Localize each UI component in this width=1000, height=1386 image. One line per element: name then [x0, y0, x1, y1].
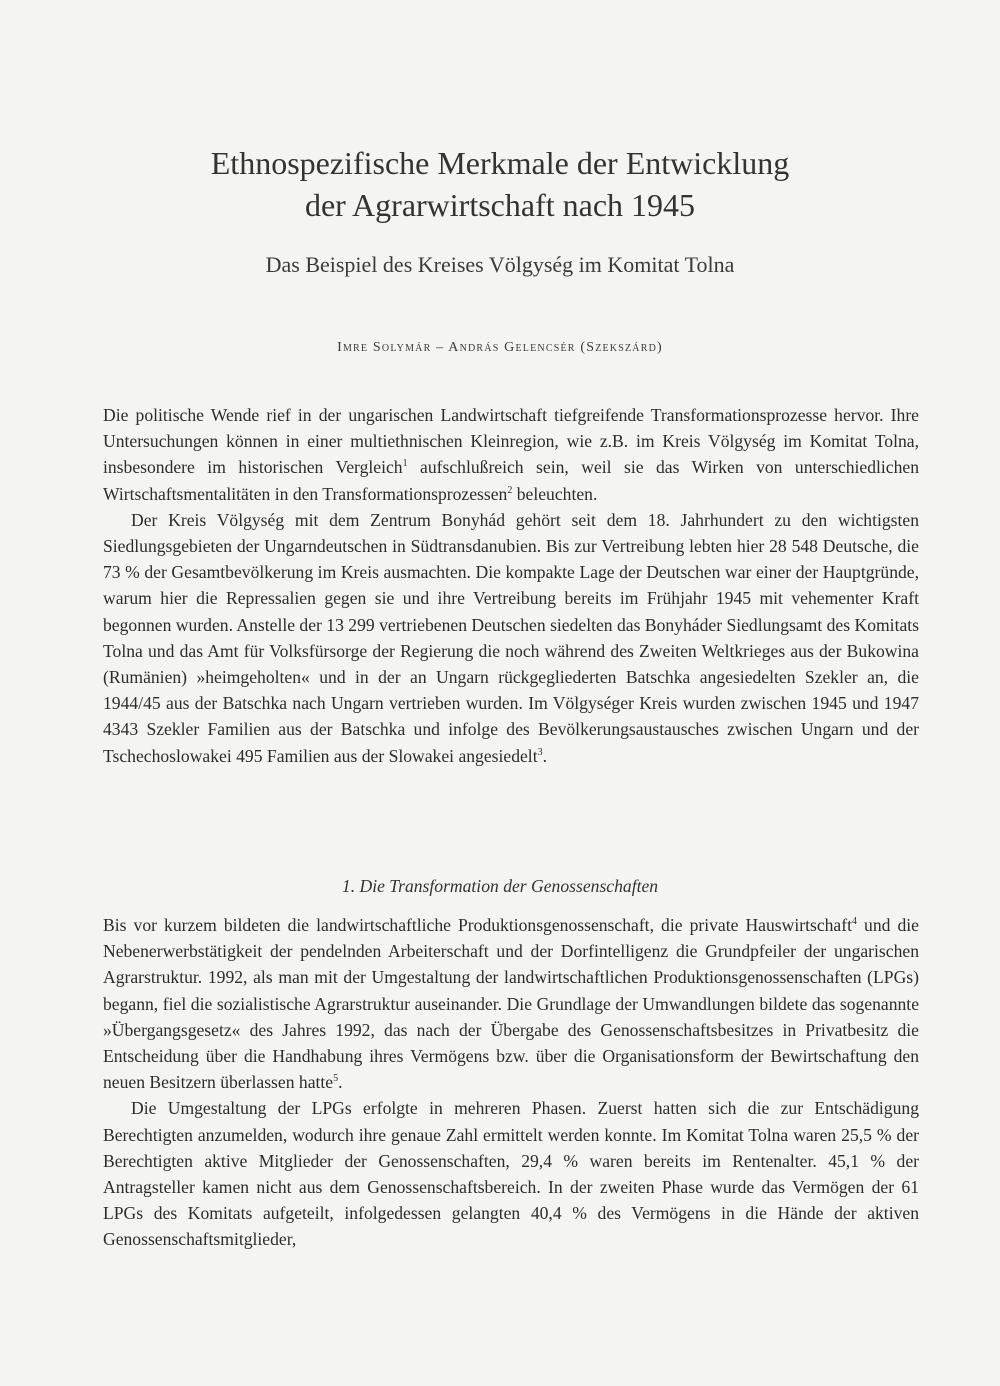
footnote-ref-2: 2 — [507, 484, 513, 496]
paragraph-3-text-c: . — [338, 1072, 343, 1093]
paragraph-1-text-a: Die politische Wende rief in der ungarischen Landwirtschaft tiefgreifende Transformationsprozesse hervor. Ihre Untersuchungen können in einer multiethnischen Kleinregion, wie z.B. im Kreis Völgység im Komitat Tolna, insbesondere im historischen Vergleich — [103, 405, 919, 478]
footnote-ref-3: 3 — [537, 746, 543, 758]
footnote-ref-1: 1 — [402, 458, 408, 470]
paragraph-4-text: Die Umgestaltung der LPGs erfolgte in mehreren Phasen. Zuerst hatten sich die zur Entschädigung Berechtigten anzumelden, wodurch ihre genaue Zahl ermittelt werden konnte. Im Komitat Tolna waren 25,5 % der Berechtigten aktive Mitglieder der Genossenschaften, 29,4 % waren bereits im Rentenalter. 45,1 % der Antragsteller kamen nicht aus dem Genossenschaftsbereich. In der zweiten Phase wurde das Vermögen der 61 LPGs des Komitats aufgeteilt, infolgedessen gelangten 40,4 % des Vermögens in die Hände der aktiven Genossenschaftsmitglieder, — [103, 1098, 919, 1250]
paragraph-3-text-b: und die Nebenerwerbstätigkeit der pendelnden Arbeiterschaft und der Dorfintelligenz die Grundpfeiler der ungarischen Agrarstruktur. 1992, als man mit der Umgestaltung der landwirtschaftlichen Produktionsgenossenschaften (LPGs) begann, fiel die sozialistische Agrarstruktur auseinander. Die Grundlage der Umwandlungen bildete das sogenannte »Übergangsgesetz« des Jahres 1992, das nach der Übergabe des Genossenschaftsbesitzes in Privatbesitz die Entscheidung über die Handhabung ihres Vermögens bzw. über die Organisationsform der Bewirtschaftung den neuen Besitzern überlassen hatte — [103, 915, 919, 1093]
paragraph-3 — [103, 912, 919, 1095]
paragraph-2-text-b: . — [542, 745, 547, 766]
paragraph-1 — [103, 402, 919, 507]
footnote-ref-4: 4 — [851, 916, 857, 928]
article-title — [0, 142, 1000, 226]
paragraph-1-text-b: aufschlußreich sein, weil sie das Wirken von unterschiedlichen Wirtschaftsmentalitäten in den Transformationsprozessen — [103, 457, 920, 504]
section-heading: 1. Die Transformation der Genossenschaften — [341, 876, 659, 896]
article-subtitle: Das Beispiel des Kreises Völgység im Komitat Tolna — [265, 252, 735, 277]
section-text — [103, 912, 919, 1253]
paragraph-4 — [103, 1095, 919, 1252]
paragraph-2 — [103, 507, 919, 769]
footnote-ref-5: 5 — [333, 1073, 339, 1085]
article-title-line-2: der Agrarwirtschaft nach 1945 — [304, 187, 696, 223]
paragraph-3-text-a: Bis vor kurzem bildeten die landwirtschaftliche Produktionsgenossenschaft, die private Hauswirtschaft — [103, 915, 852, 935]
article-title-line-1: Ethnospezifische Merkmale der Entwicklung — [210, 145, 790, 181]
author-line: Imre Solymár – András Gelencsér (Szekszárd) — [337, 340, 663, 355]
paragraph-2-text-a: Der Kreis Völgység mit dem Zentrum Bonyhád gehört seit dem 18. Jahrhundert zu den wichtigsten Siedlungsgebieten der Ungarndeutschen in Südtransdanubien. Bis zur Vertreibung lebten hier 28 548 Deutsche, die 73 % der Gesamtbevölkerung im Kreis ausmachten. Die kompakte Lage der Deutschen war einer der Hauptgründe, warum hier die Repressalien gegen sie und ihre Vertreibung bereits im Frühjahr 1945 mit vehementer Kraft begonnen wurden. Anstelle der 13 299 vertriebenen Deutschen siedelten das Bonyháder Siedlungsamt des Komitats Tolna und das Amt für Volksfürsorge der Regierung die noch während des Zweiten Weltkrieges aus der Bukowina (Rumänien) »heimgeholten« und in der an Ungarn rückgegliederten Batschka angesiedelten Szekler an, die 1944/45 aus der Batschka nach Ungarn vertrieben wurden. Im Völgységer Kreis wurden zwischen 1945 und 1947 4343 Szekler Familien aus der Batschka und infolge des Bevölkerungsaustausches zwischen Ungarn und der Tschechoslowakei 495 Familien aus der Slowakei angesiedelt — [103, 509, 919, 766]
paragraph-1-text-c: beleuchten. — [512, 483, 598, 504]
intro-text — [103, 402, 919, 769]
